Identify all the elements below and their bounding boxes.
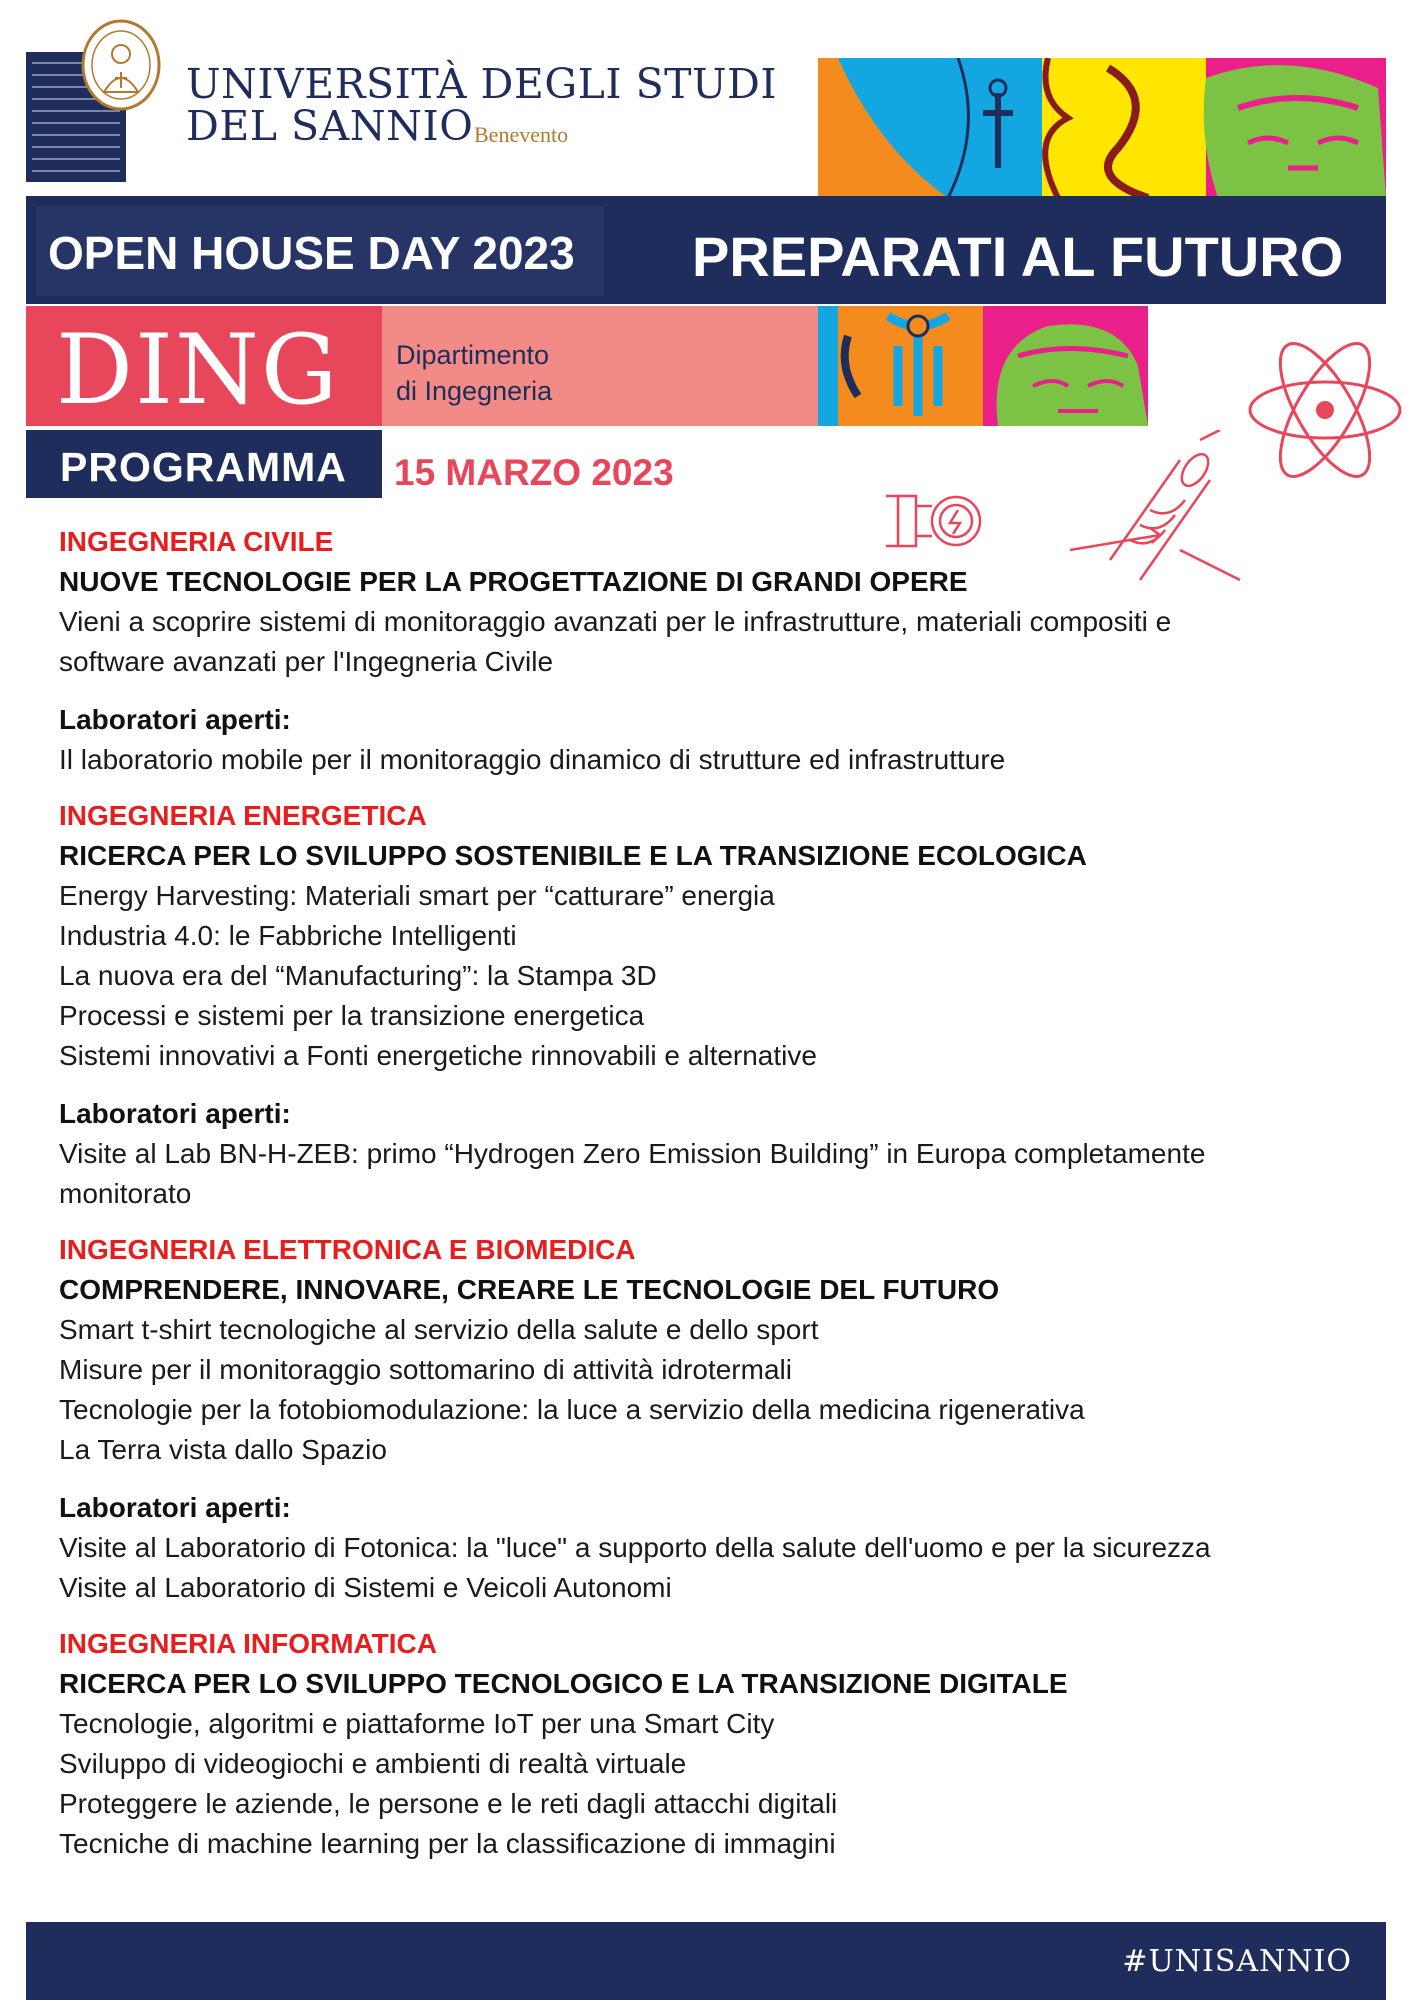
list-item: Proteggere le aziende, le persone e le reti dagli attacchi digitali [59,1788,838,1819]
list-item: La Terra vista dallo Spazio [59,1434,387,1465]
section-civile [59,522,1359,780]
footer-hashtag: #UNISANNIO [1122,1944,1352,1979]
list-item: Industria 4.0: le Fabbriche Intelligenti [59,920,517,951]
section-informatica [59,1624,1359,1864]
list-item: software avanzati per l'Ingegneria Civile [59,646,554,677]
section-energetica [59,796,1359,1214]
list-item: Tecnologie per la fotobiomodulazione: la luce a servizio della medicina rigenerativa [59,1394,1085,1425]
section-elettronica [59,1230,1359,1608]
section-title: INGEGNERIA INFORMATICA [59,1628,437,1659]
colorful-artwork-middle [818,306,1148,426]
university-name-line2: DEL SANNIO [186,102,474,150]
section-subtitle: NUOVE TECNOLOGIE PER LA PROGETTAZIONE DI GRANDI OPERE [59,566,968,597]
section-subtitle: RICERCA PER LO SVILUPPO TECNOLOGICO E LA TRANSIZIONE DIGITALE [59,1668,1068,1699]
department-name-line2: di Ingegneria [396,376,553,406]
list-item: Sviluppo di videogiochi e ambienti di realtà virtuale [59,1748,687,1779]
section-title: INGEGNERIA CIVILE [59,526,334,557]
labs-heading: Laboratori aperti: [59,704,291,735]
list-item: Sistemi innovativi a Fonti energetiche rinnovabili e alternative [59,1040,817,1071]
section-title: INGEGNERIA ENERGETICA [59,800,427,831]
colorful-artwork-top [818,58,1386,198]
list-item: La nuova era del “Manufacturing”: la Stampa 3D [59,960,657,991]
lab-item: Il laboratorio mobile per il monitoraggio dinamico di strutture ed infrastrutture [59,744,1006,775]
list-item: Processi e sistemi per la transizione energetica [59,1000,645,1031]
university-city: Benevento [474,122,569,147]
lab-item: Visite al Laboratorio di Sistemi e Veicoli Autonomi [59,1572,672,1603]
labs-heading: Laboratori aperti: [59,1098,291,1129]
list-item: Tecniche di machine learning per la classificazione di immagini [59,1828,836,1859]
list-item: Energy Harvesting: Materiali smart per “catturare” energia [59,880,775,911]
list-item: Tecnologie, algoritmi e piattaforme IoT per una Smart City [59,1708,775,1739]
lab-item: Visite al Lab BN-H-ZEB: primo “Hydrogen Zero Emission Building” in Europa completamente [59,1138,1206,1169]
program-content [59,522,1359,1880]
list-item: Smart t-shirt tecnologiche al servizio della salute e dello sport [59,1314,819,1345]
event-title: OPEN HOUSE DAY 2023 [48,227,575,279]
event-date: 15 MARZO 2023 [394,452,674,493]
lab-item: monitorato [59,1178,192,1209]
atom-icon [1240,330,1410,490]
section-title: INGEGNERIA ELETTRONICA E BIOMEDICA [59,1234,636,1265]
list-item: Misure per il monitoraggio sottomarino di attività idrotermali [59,1354,792,1385]
program-label: PROGRAMMA [60,444,347,490]
event-slogan: PREPARATI AL FUTURO [692,225,1344,288]
department-acronym: DING [56,314,340,426]
labs-heading: Laboratori aperti: [59,1492,291,1523]
section-subtitle: RICERCA PER LO SVILUPPO SOSTENIBILE E LA TRANSIZIONE ECOLOGICA [59,840,1087,871]
university-seal-icon [80,18,162,112]
lab-item: Visite al Laboratorio di Fotonica: la "luce" a supporto della salute dell'uomo e per la sicurezza [59,1532,1211,1563]
university-name-line1: UNIVERSITÀ DEGLI STUDI [186,60,778,108]
section-subtitle: COMPRENDERE, INNOVARE, CREARE LE TECNOLOGIE DEL FUTURO [59,1274,1000,1305]
department-name-line1: Dipartimento [396,340,550,370]
list-item: Vieni a scoprire sistemi di monitoraggio avanzati per le infrastrutture, materiali compositi e [59,606,1172,637]
